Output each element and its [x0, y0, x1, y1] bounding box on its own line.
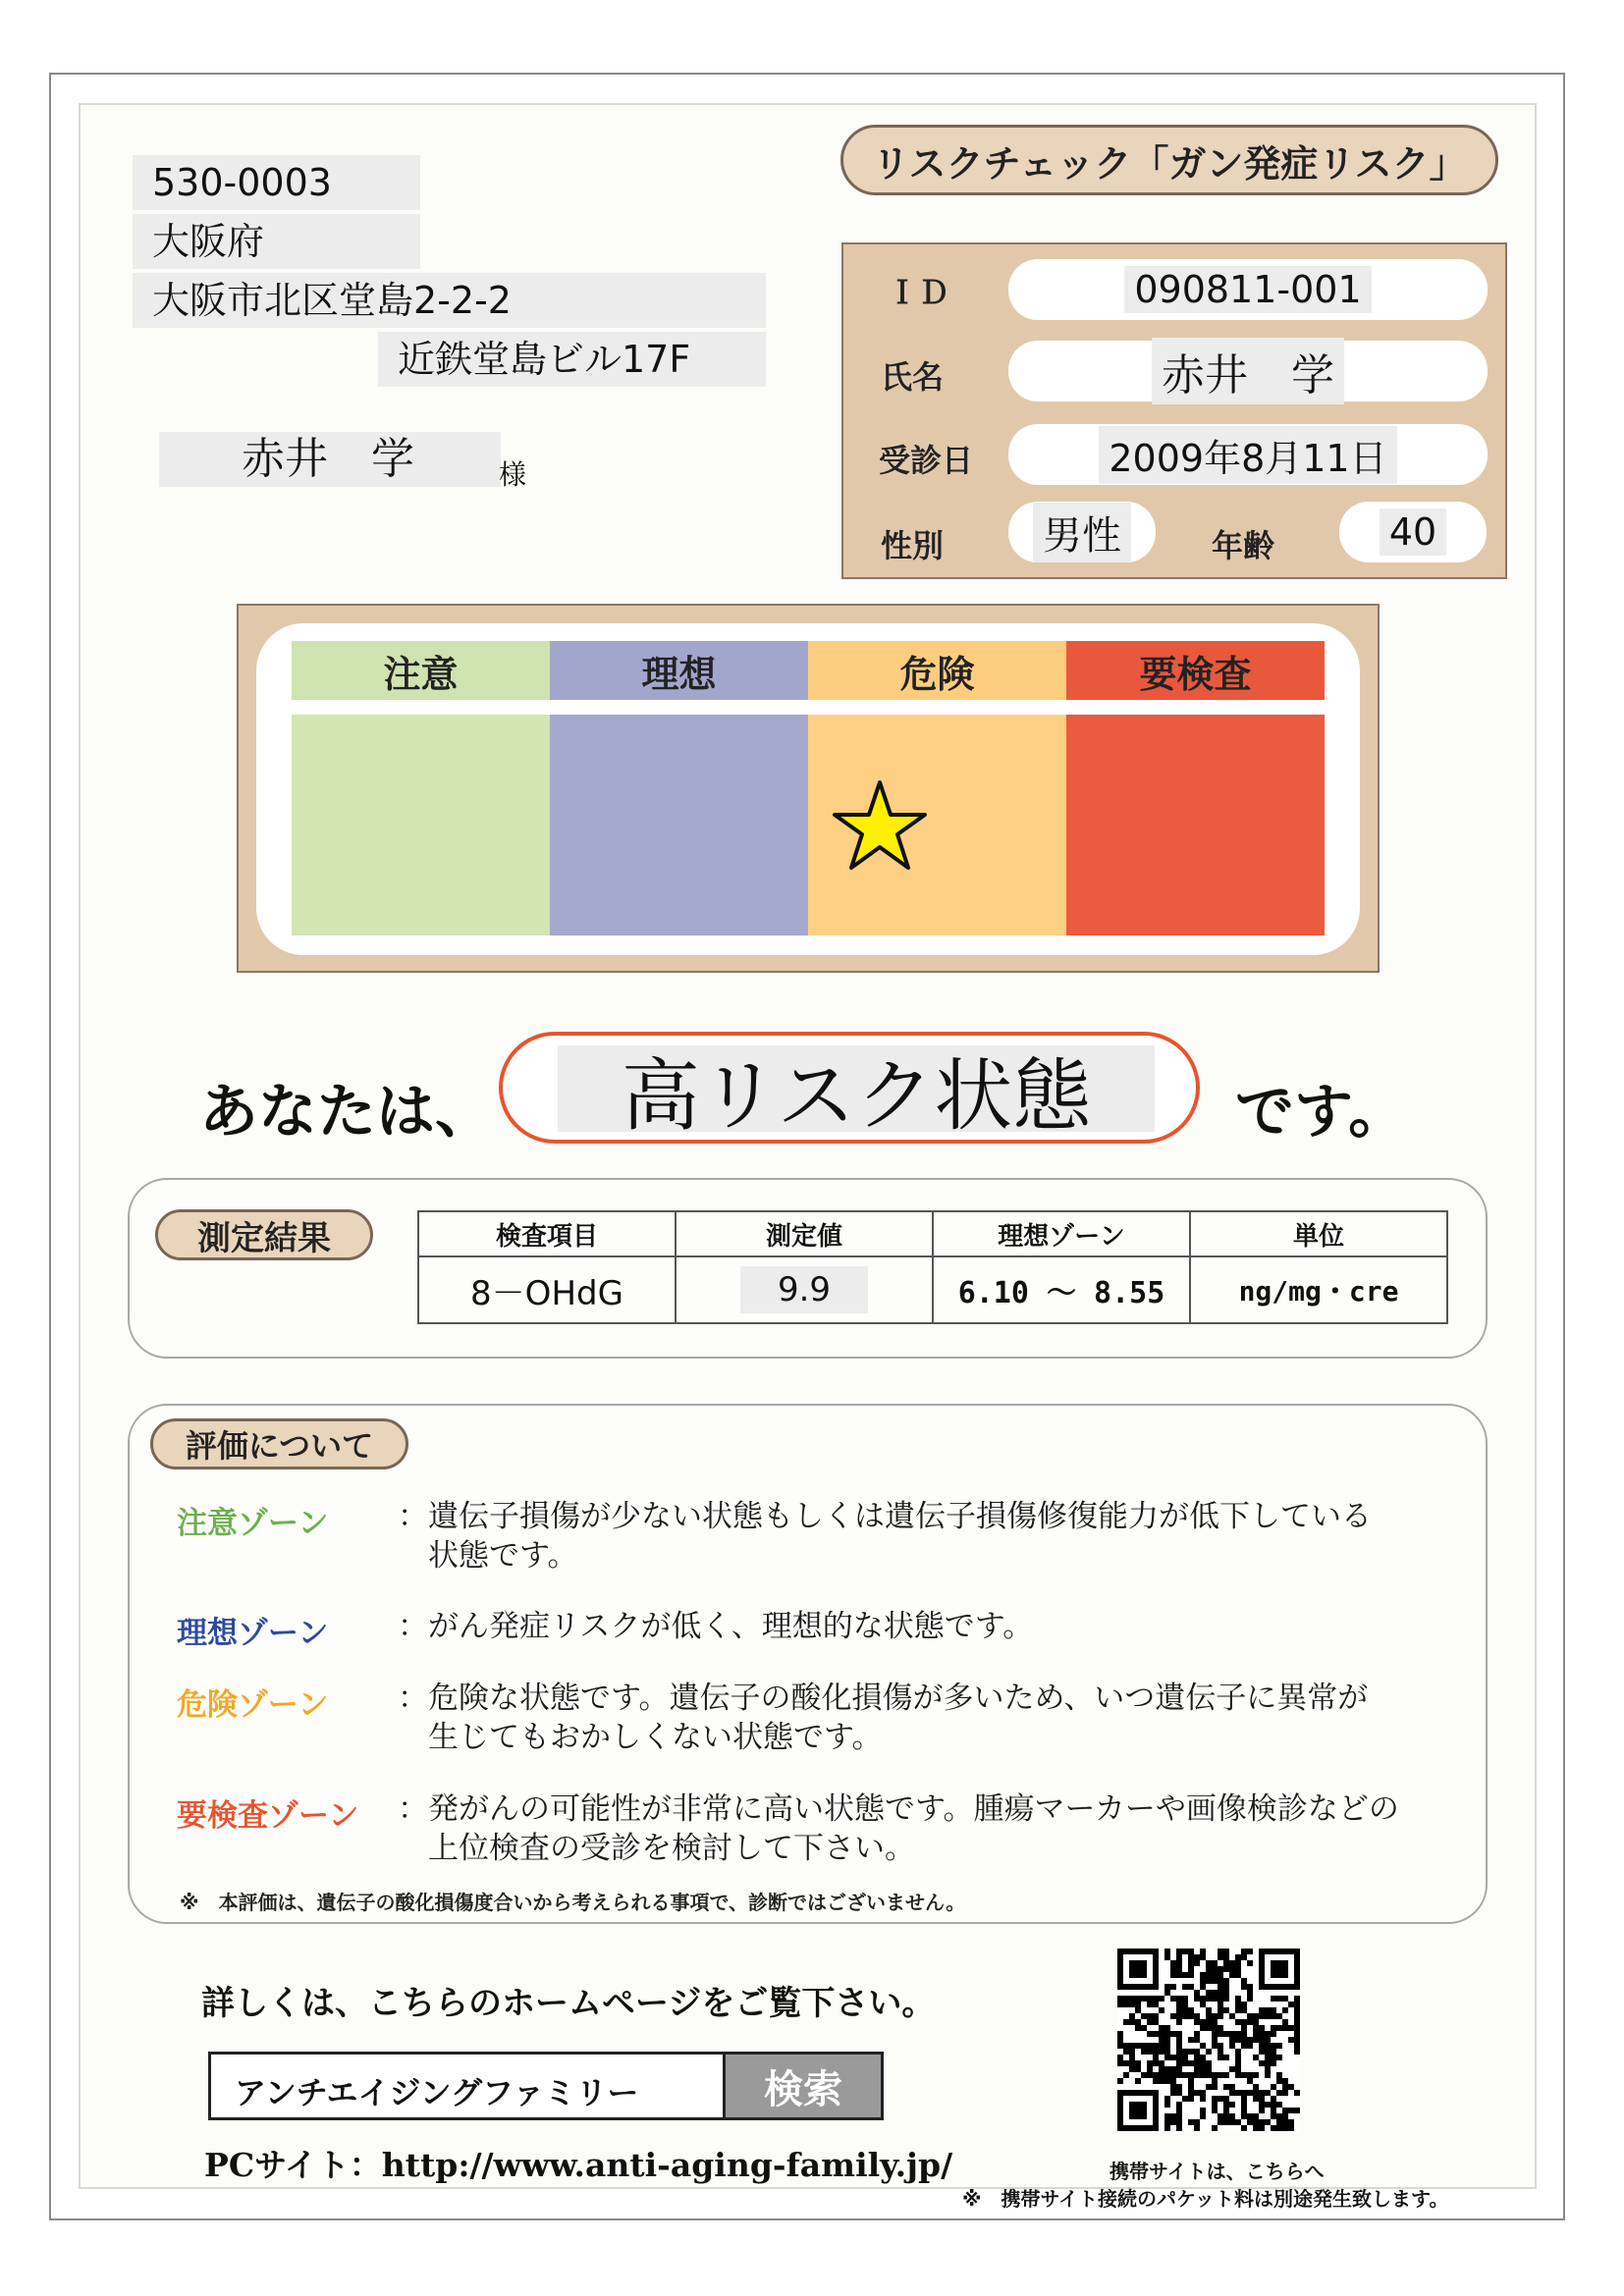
- col-header-value: 測定値: [676, 1211, 933, 1256]
- measurement-table: [417, 1210, 1448, 1324]
- prefecture: 大阪府: [133, 214, 420, 269]
- search-button[interactable]: 検索: [726, 2052, 884, 2120]
- recipient-name: 赤井 学: [159, 432, 501, 487]
- eval-text-caution-line2: 状態です。: [398, 1538, 578, 1574]
- mobile-site-text: 携帯サイトは、こちらへ: [1110, 2160, 1325, 2183]
- date-label: 受診日: [879, 442, 974, 479]
- search-input[interactable]: [208, 2052, 726, 2120]
- star-icon: [831, 778, 929, 873]
- eval-label-exam-required: 要検査ゾーン: [177, 1798, 359, 1834]
- col-header-ideal-zone: 理想ゾーン: [933, 1211, 1190, 1256]
- id-field: [1008, 259, 1488, 320]
- search-query: アンチエイジングファミリー: [235, 2074, 639, 2111]
- evaluation-tag: 評価について: [150, 1418, 408, 1469]
- qr-code-icon: [1117, 1949, 1300, 2131]
- cell-unit: ng/mg・cre: [1190, 1256, 1447, 1323]
- age-value: 40: [1380, 508, 1446, 556]
- evaluation-note: ※ 本評価は、遺伝子の酸化損傷度合いから考えられる事項で、診断ではございません。: [180, 1891, 966, 1914]
- zone-body-caution: [292, 715, 550, 935]
- sex-value: 男性: [1033, 503, 1131, 562]
- zone-header-ideal: 理想: [550, 641, 808, 700]
- eval-label-danger: 危険ゾーン: [177, 1687, 329, 1723]
- eval-text-exam-required: [398, 1789, 1399, 1868]
- patient-info-panel: [841, 242, 1507, 579]
- name-field: [1008, 341, 1488, 401]
- eval-text-exam-required-line2: 上位検査の受診を検討して下さい。: [398, 1831, 915, 1866]
- zone-body-exam-required: [1066, 715, 1325, 935]
- address-line: 大阪市北区堂島2-2-2: [133, 273, 766, 328]
- eval-text-danger-line2: 生じてもおかしくない状態です。: [398, 1720, 883, 1755]
- homepage-text: 詳しくは、こちらのホームページをご覧下さい。: [201, 1984, 936, 2023]
- eval-text-danger-line1: ：危険な状態です。遺伝子の酸化損傷が多いため、いつ遺伝子に異常が: [398, 1681, 1369, 1716]
- id-value: 090811-001: [1124, 266, 1371, 313]
- measurement-header-row: [418, 1211, 1447, 1256]
- building-name: 近鉄堂島ビル17F: [378, 332, 766, 387]
- cell-ideal-zone: 6.10 ～ 8.55: [933, 1256, 1190, 1323]
- cell-value: 9.9: [740, 1266, 868, 1313]
- honorific: 様: [499, 458, 527, 491]
- pc-site-link[interactable]: PCサイト：http://www.anti-aging-family.jp/: [204, 2146, 953, 2184]
- eval-label-ideal: 理想ゾーン: [177, 1616, 329, 1651]
- zone-header-danger: 危険: [808, 641, 1066, 700]
- col-header-item: 検査項目: [418, 1211, 676, 1256]
- age-field: [1339, 502, 1487, 562]
- name-value: 赤井 学: [1152, 338, 1344, 404]
- eval-text-ideal-line1: ：がん発症リスクが低く、理想的な状態です。: [398, 1609, 1034, 1644]
- eval-text-ideal: [398, 1607, 1033, 1646]
- report-title: リスクチェック「ガン発症リスク」: [840, 125, 1498, 195]
- eval-text-caution-line1: ：遺伝子損傷が少ない状態もしくは遺伝子損傷修復能力が低下している: [398, 1499, 1372, 1534]
- eval-text-exam-required-line1: ：発がんの可能性が非常に高い状態です。腫瘍マーカーや画像検診などの: [398, 1791, 1399, 1827]
- age-label: 年齢: [1212, 527, 1275, 564]
- postal-code: 530-0003: [133, 155, 420, 210]
- measurement-data-row: [418, 1256, 1447, 1323]
- zone-header-caution: 注意: [292, 641, 550, 700]
- mobile-site-note: ※ 携帯サイト接続のパケット料は別途発生致します。: [962, 2187, 1449, 2211]
- measurement-tag: 測定結果: [155, 1209, 373, 1260]
- cell-item: 8－OHdG: [418, 1256, 676, 1323]
- date-field: [1008, 424, 1488, 485]
- zone-body-ideal: [550, 715, 808, 935]
- result-suffix: です。: [1235, 1078, 1408, 1147]
- id-label: ＩＤ: [887, 274, 950, 311]
- risk-status: 高リスク状態: [558, 1045, 1155, 1132]
- date-value: 2009年8月11日: [1099, 426, 1396, 484]
- zone-header-exam-required: 要検査: [1066, 641, 1325, 700]
- eval-text-danger: [398, 1679, 1368, 1757]
- result-prefix: あなたは、: [199, 1078, 494, 1147]
- eval-label-caution: 注意ゾーン: [177, 1506, 329, 1541]
- sex-label: 性別: [881, 527, 945, 564]
- risk-status-pill: [499, 1032, 1200, 1144]
- name-label: 氏名: [881, 358, 945, 396]
- eval-text-caution: [398, 1497, 1372, 1575]
- sex-field: [1008, 502, 1156, 562]
- cell-value-container: [676, 1256, 933, 1323]
- col-header-unit: 単位: [1190, 1211, 1447, 1256]
